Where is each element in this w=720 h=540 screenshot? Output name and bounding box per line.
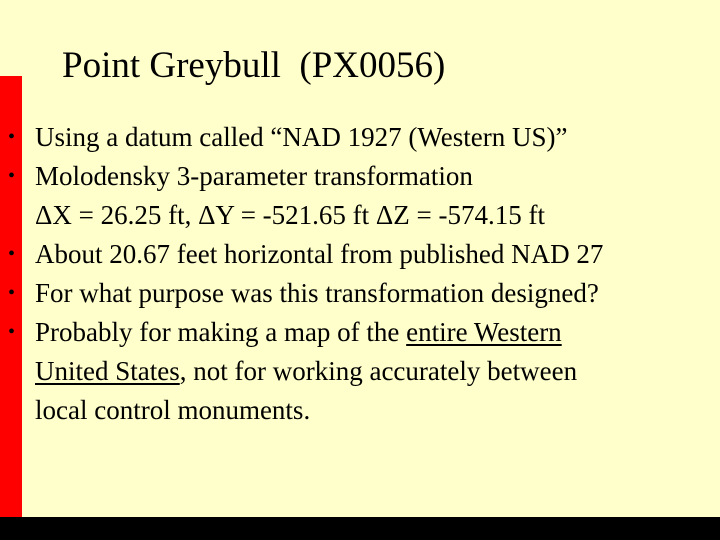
- bullet-text: About 20.67 feet horizontal from published NAD 27: [35, 239, 604, 269]
- bullet-text: For what purpose was this transformation designed?: [35, 278, 599, 308]
- bullet-text: , not for working accurately between: [179, 356, 578, 386]
- bullet-item: [8, 274, 714, 313]
- bullet-item: [8, 157, 714, 235]
- bullet-list: [8, 118, 714, 430]
- bullet-text: Using a datum called “NAD 1927 (Western US)”: [35, 122, 568, 152]
- bullet-dot-icon: •: [8, 126, 16, 148]
- bullet-text-continuation: local control monuments.: [35, 395, 311, 425]
- bullet-text: Molodensky 3-parameter transformation: [35, 161, 473, 191]
- bullet-item: [8, 118, 714, 157]
- bullet-item: [8, 313, 714, 430]
- bullet-text-continuation: ΔX = 26.25 ft, ΔY = -521.65 ft ΔZ = -574.15 ft: [35, 200, 545, 230]
- slide-title: Point Greybull (PX0056): [62, 45, 446, 86]
- bullet-dot-icon: •: [8, 321, 16, 343]
- bullet-item: [8, 235, 714, 274]
- bottom-accent-bar: [0, 517, 720, 540]
- bullet-dot-icon: •: [8, 243, 16, 265]
- bullet-text: Probably for making a map of the: [35, 317, 407, 347]
- underlined-text: entire Western: [406, 317, 562, 347]
- underlined-text: United States: [35, 356, 180, 386]
- bullet-dot-icon: •: [8, 165, 16, 187]
- bullet-dot-icon: •: [8, 282, 16, 304]
